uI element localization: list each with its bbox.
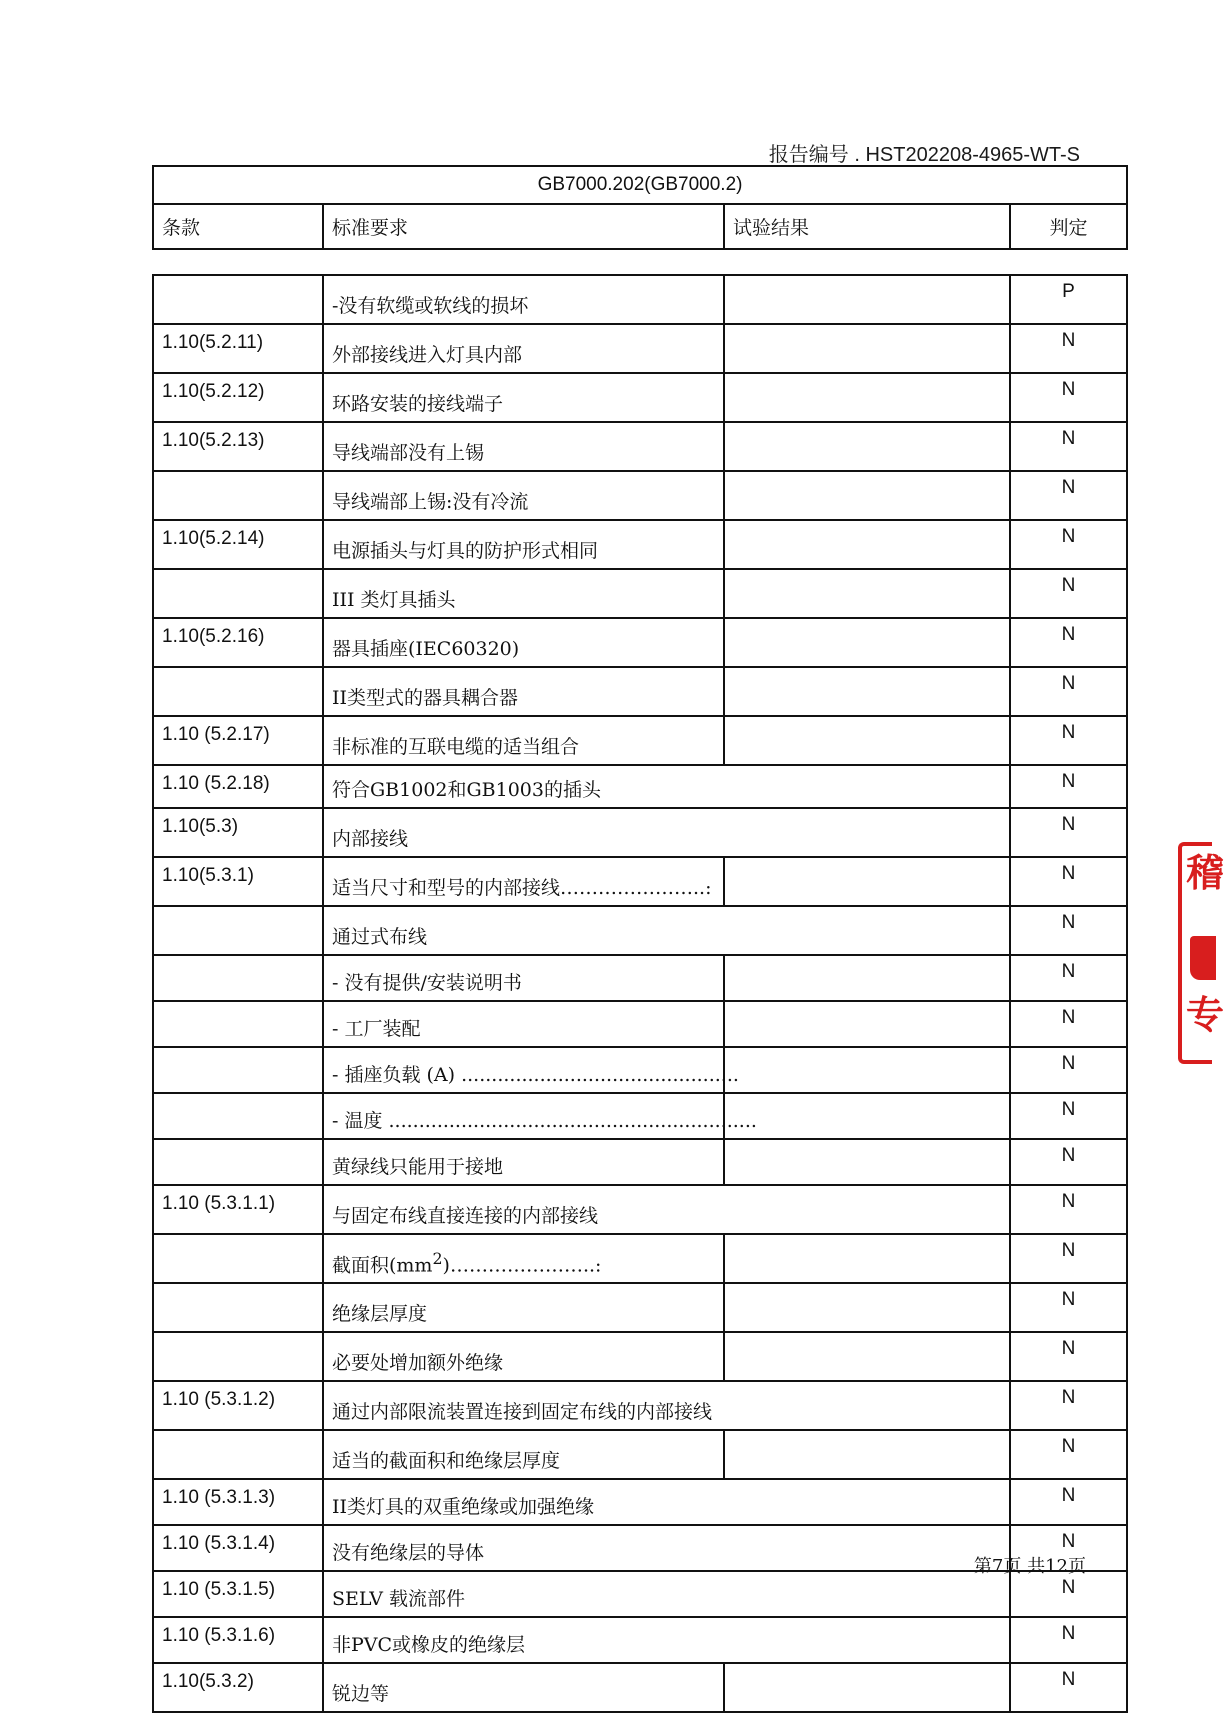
result-cell bbox=[724, 1047, 1010, 1093]
verdict-cell: N bbox=[1010, 520, 1127, 569]
table-row bbox=[153, 667, 1127, 716]
result-cell bbox=[724, 1001, 1010, 1047]
clause-cell: 1.10 (5.3.1.2) bbox=[153, 1381, 323, 1430]
requirement-cell: 必要处增加额外绝缘 bbox=[323, 1332, 724, 1381]
verdict-cell: N bbox=[1010, 1525, 1127, 1571]
table-row bbox=[153, 716, 1127, 765]
red-seal-stamp bbox=[1178, 842, 1224, 1064]
verdict-cell: N bbox=[1010, 1571, 1127, 1617]
table-row bbox=[153, 520, 1127, 569]
requirement-cell: 外部接线进入灯具内部 bbox=[323, 324, 724, 373]
requirement-cell: 非标准的互联电缆的适当组合 bbox=[323, 716, 724, 765]
verdict-cell: N bbox=[1010, 808, 1127, 857]
table-row bbox=[153, 471, 1127, 520]
clause-cell: 1.10(5.3.2) bbox=[153, 1663, 323, 1712]
requirement-cell: SELV 载流部件 bbox=[323, 1571, 1010, 1617]
stamp-text-bottom: 专 bbox=[1186, 993, 1224, 1037]
result-cell bbox=[724, 1139, 1010, 1185]
table-row bbox=[153, 1001, 1127, 1047]
clause-cell: 1.10(5.2.14) bbox=[153, 520, 323, 569]
table-row bbox=[153, 906, 1127, 955]
clause-cell bbox=[153, 1430, 323, 1479]
result-cell bbox=[724, 1234, 1010, 1283]
verdict-cell: N bbox=[1010, 1047, 1127, 1093]
clause-cell bbox=[153, 1332, 323, 1381]
result-cell bbox=[724, 1283, 1010, 1332]
requirement-cell: 绝缘层厚度 bbox=[323, 1283, 724, 1332]
table-row bbox=[153, 1283, 1127, 1332]
verdict-cell: N bbox=[1010, 1234, 1127, 1283]
requirement-cell: 导线端部没有上锡 bbox=[323, 422, 724, 471]
clause-cell: 1.10(5.2.13) bbox=[153, 422, 323, 471]
table-header bbox=[152, 165, 1128, 250]
requirement-cell: - 插座负载 (A) .............................................. bbox=[323, 1047, 724, 1093]
table-row bbox=[153, 857, 1127, 906]
table-row bbox=[153, 1139, 1127, 1185]
clause-cell bbox=[153, 471, 323, 520]
result-cell bbox=[724, 569, 1010, 618]
clause-cell bbox=[153, 1139, 323, 1185]
clause-cell: 1.10(5.2.12) bbox=[153, 373, 323, 422]
stamp-emblem bbox=[1190, 936, 1216, 980]
requirement-cell: II类灯具的双重绝缘或加强绝缘 bbox=[323, 1479, 1010, 1525]
requirement-cell: 没有绝缘层的导体 bbox=[323, 1525, 1010, 1571]
verdict-cell: N bbox=[1010, 1332, 1127, 1381]
table-row bbox=[153, 569, 1127, 618]
result-cell bbox=[724, 667, 1010, 716]
requirement-cell: 非PVC或橡皮的绝缘层 bbox=[323, 1617, 1010, 1663]
requirement-cell: 内部接线 bbox=[323, 808, 1010, 857]
verdict-cell: N bbox=[1010, 324, 1127, 373]
table-row bbox=[153, 1663, 1127, 1712]
requirement-cell: - 温度 ............................................................. bbox=[323, 1093, 724, 1139]
requirement-cell bbox=[323, 1234, 724, 1283]
table-row bbox=[153, 1093, 1127, 1139]
requirement-cell: - 没有提供/安装说明书 bbox=[323, 955, 724, 1001]
requirement-cell: 通过内部限流装置连接到固定布线的内部接线 bbox=[323, 1381, 1010, 1430]
table-row bbox=[153, 808, 1127, 857]
verdict-cell: N bbox=[1010, 1001, 1127, 1047]
verdict-cell: N bbox=[1010, 1283, 1127, 1332]
clause-cell bbox=[153, 1093, 323, 1139]
clause-cell bbox=[153, 1283, 323, 1332]
result-cell bbox=[724, 955, 1010, 1001]
table-row bbox=[153, 1430, 1127, 1479]
verdict-cell: N bbox=[1010, 1381, 1127, 1430]
clause-cell: 1.10(5.2.11) bbox=[153, 324, 323, 373]
requirement-cell: 通过式布线 bbox=[323, 906, 1010, 955]
requirement-cell: 锐边等 bbox=[323, 1663, 724, 1712]
table-row bbox=[153, 1617, 1127, 1663]
verdict-cell: N bbox=[1010, 1139, 1127, 1185]
table-row bbox=[153, 373, 1127, 422]
verdict-cell: N bbox=[1010, 1430, 1127, 1479]
clause-cell: 1.10(5.3) bbox=[153, 808, 323, 857]
requirement-text: 截面积(mm bbox=[332, 1254, 433, 1276]
result-cell bbox=[724, 1663, 1010, 1712]
report-number: 报告编号 . HST202208-4965-WT-S bbox=[768, 144, 1080, 166]
verdict-cell: N bbox=[1010, 1185, 1127, 1234]
verdict-cell: N bbox=[1010, 422, 1127, 471]
verdict-cell: N bbox=[1010, 955, 1127, 1001]
col-clause-header: 条款 bbox=[153, 204, 323, 249]
clause-cell: 1.10 (5.2.17) bbox=[153, 716, 323, 765]
clause-cell: 1.10 (5.3.1.3) bbox=[153, 1479, 323, 1525]
clause-cell: 1.10(5.3.1) bbox=[153, 857, 323, 906]
verdict-cell: N bbox=[1010, 618, 1127, 667]
result-cell bbox=[724, 857, 1010, 906]
clause-cell bbox=[153, 906, 323, 955]
result-cell bbox=[724, 324, 1010, 373]
result-cell bbox=[724, 520, 1010, 569]
requirement-cell: III 类灯具插头 bbox=[323, 569, 724, 618]
clause-cell: 1.10(5.2.16) bbox=[153, 618, 323, 667]
clause-cell: 1.10 (5.3.1.4) bbox=[153, 1525, 323, 1571]
requirement-cell: 符合GB1002和GB1003的插头 bbox=[323, 765, 1010, 808]
result-cell bbox=[724, 618, 1010, 667]
standard-title: GB7000.202(GB7000.2) bbox=[153, 166, 1127, 204]
col-verdict-header: 判定 bbox=[1010, 204, 1127, 249]
result-cell bbox=[724, 1093, 1010, 1139]
stamp-text-top: 稽 bbox=[1186, 851, 1224, 895]
verdict-cell: N bbox=[1010, 765, 1127, 808]
requirement-cell: 与固定布线直接连接的内部接线 bbox=[323, 1185, 1010, 1234]
clause-cell bbox=[153, 1047, 323, 1093]
clause-cell bbox=[153, 1001, 323, 1047]
result-cell bbox=[724, 471, 1010, 520]
requirement-cell: 电源插头与灯具的防护形式相同 bbox=[323, 520, 724, 569]
result-cell bbox=[724, 1332, 1010, 1381]
result-cell bbox=[724, 716, 1010, 765]
verdict-cell: N bbox=[1010, 667, 1127, 716]
requirement-cell: 黄绿线只能用于接地 bbox=[323, 1139, 724, 1185]
table-row bbox=[153, 1381, 1127, 1430]
page-number: 第7页 共12页 bbox=[973, 1556, 1086, 1577]
verdict-cell: N bbox=[1010, 857, 1127, 906]
requirement-cell: - 工厂装配 bbox=[323, 1001, 724, 1047]
clause-cell: 1.10 (5.3.1.1) bbox=[153, 1185, 323, 1234]
clause-cell bbox=[153, 569, 323, 618]
col-result-header: 试验结果 bbox=[724, 204, 1010, 249]
requirement-cell: 适当的截面积和绝缘层厚度 bbox=[323, 1430, 724, 1479]
requirement-cell: 器具插座(IEC60320) bbox=[323, 618, 724, 667]
table-row bbox=[153, 955, 1127, 1001]
result-cell bbox=[724, 373, 1010, 422]
table-row bbox=[153, 1185, 1127, 1234]
superscript: 2 bbox=[432, 1248, 443, 1268]
result-cell bbox=[724, 275, 1010, 324]
verdict-cell: N bbox=[1010, 716, 1127, 765]
verdict-cell: N bbox=[1010, 471, 1127, 520]
requirement-text: )…………………..: bbox=[442, 1254, 602, 1276]
verdict-cell: N bbox=[1010, 1479, 1127, 1525]
requirement-cell: II类型式的器具耦合器 bbox=[323, 667, 724, 716]
table-row bbox=[153, 1047, 1127, 1093]
clause-cell: 1.10 (5.2.18) bbox=[153, 765, 323, 808]
verdict-cell: P bbox=[1010, 275, 1127, 324]
result-cell bbox=[724, 1430, 1010, 1479]
verdict-cell: N bbox=[1010, 373, 1127, 422]
clause-cell: 1.10 (5.3.1.6) bbox=[153, 1617, 323, 1663]
requirement-cell: 适当尺寸和型号的内部接线…………………..: bbox=[323, 857, 724, 906]
result-cell bbox=[724, 422, 1010, 471]
requirement-cell: -没有软缆或软线的损坏 bbox=[323, 275, 724, 324]
table-row bbox=[153, 275, 1127, 324]
col-requirement-header: 标准要求 bbox=[323, 204, 724, 249]
requirement-cell: 导线端部上锡:没有冷流 bbox=[323, 471, 724, 520]
clause-cell bbox=[153, 955, 323, 1001]
verdict-cell: N bbox=[1010, 569, 1127, 618]
table-row bbox=[153, 1234, 1127, 1283]
table-row bbox=[153, 324, 1127, 373]
verdict-cell: N bbox=[1010, 906, 1127, 955]
table-row bbox=[153, 422, 1127, 471]
verdict-cell: N bbox=[1010, 1093, 1127, 1139]
verdict-cell: N bbox=[1010, 1663, 1127, 1712]
table-row bbox=[153, 618, 1127, 667]
requirements-table bbox=[152, 274, 1128, 1713]
table-row bbox=[153, 765, 1127, 808]
clause-cell bbox=[153, 667, 323, 716]
table-row bbox=[153, 1332, 1127, 1381]
table-row bbox=[153, 1479, 1127, 1525]
clause-cell bbox=[153, 275, 323, 324]
requirement-cell: 环路安装的接线端子 bbox=[323, 373, 724, 422]
verdict-cell: N bbox=[1010, 1617, 1127, 1663]
clause-cell bbox=[153, 1234, 323, 1283]
clause-cell: 1.10 (5.3.1.5) bbox=[153, 1571, 323, 1617]
